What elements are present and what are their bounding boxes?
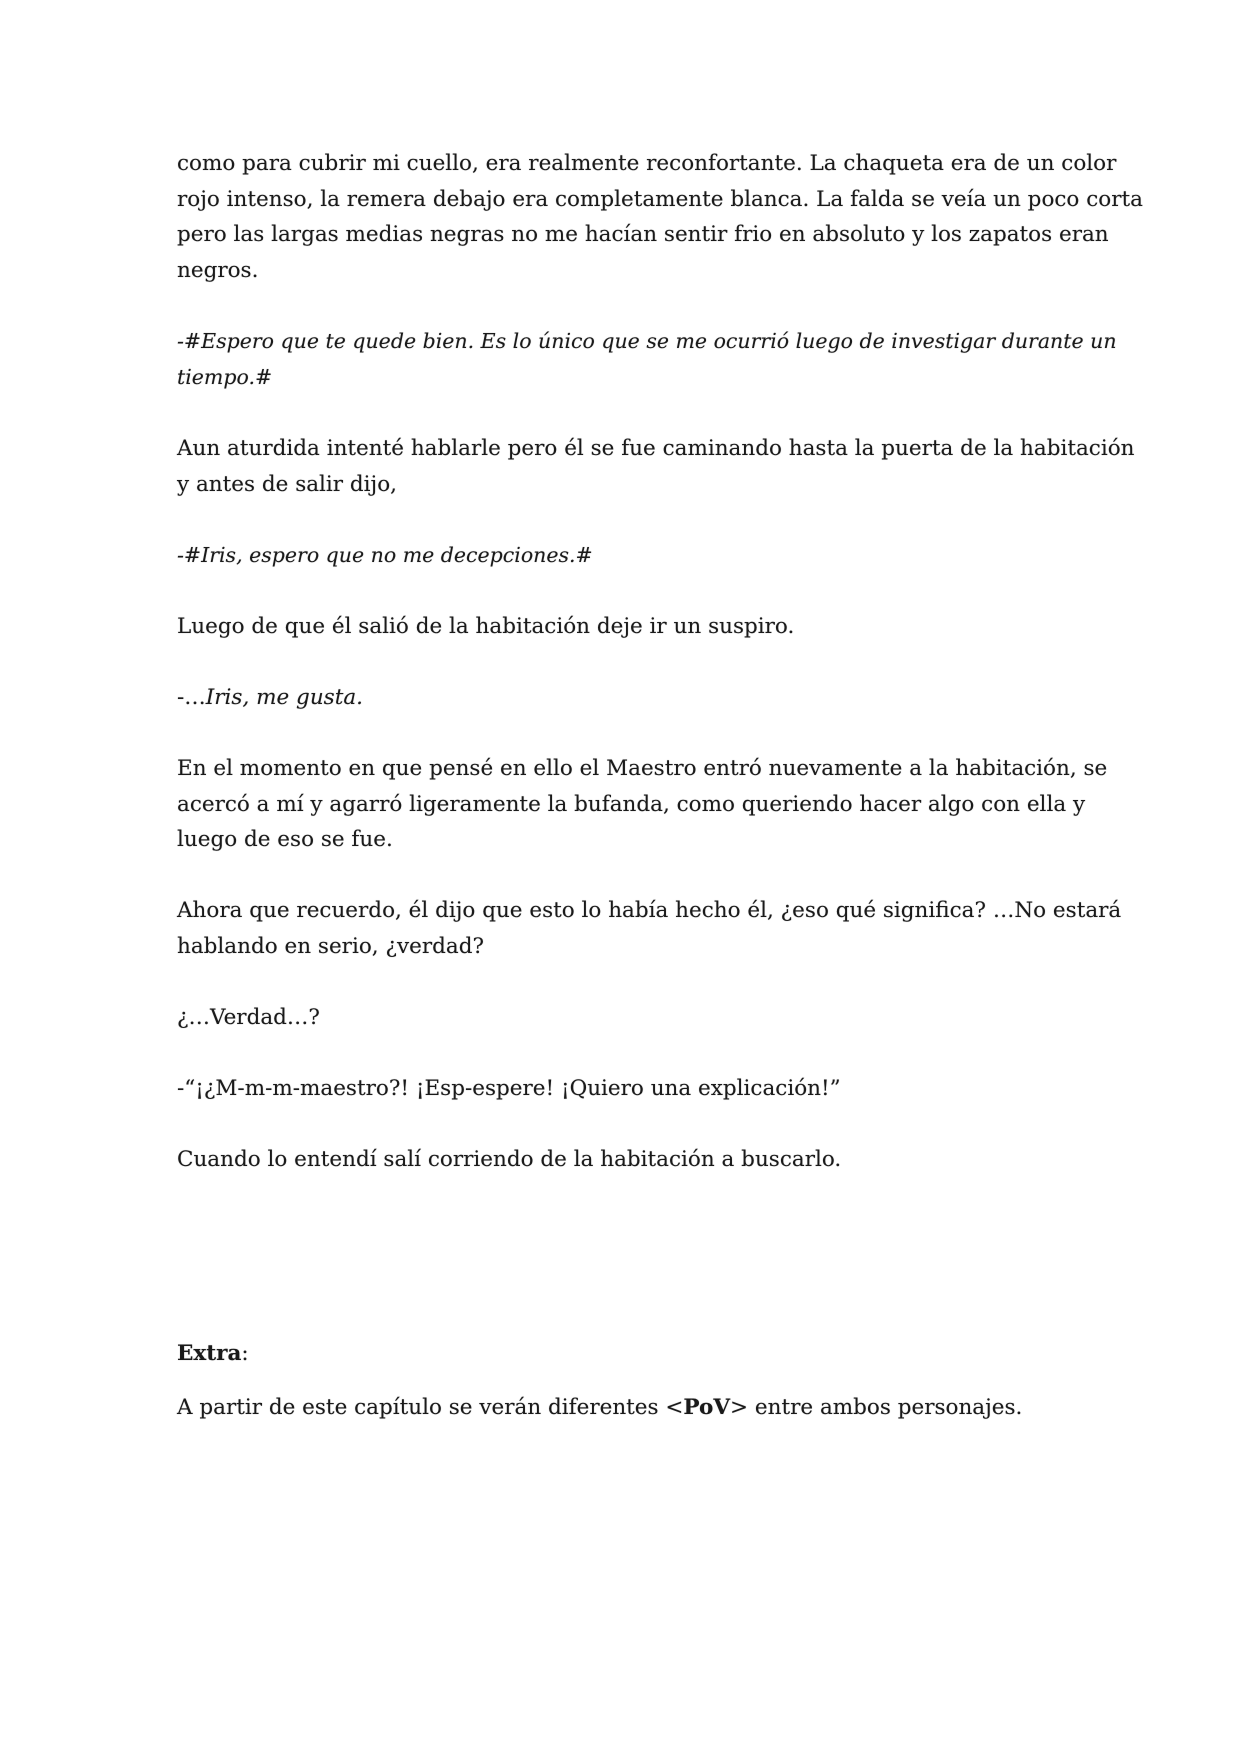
paragraph-4-line: luego de eso se fue. bbox=[177, 827, 393, 852]
paragraph-4-line: acercó a mí y agarró ligeramente la bufanda, como queriendo hacer algo con ella y bbox=[177, 791, 1086, 817]
dialogue-3-line bbox=[177, 680, 1077, 716]
dialogue-2 bbox=[177, 538, 1077, 574]
dialogue-2-line: -#Iris, espero que no me decepciones.# bbox=[177, 543, 593, 567]
paragraph-3-line: Luego de que él salió de la habitación deje ir un suspiro. bbox=[177, 614, 795, 639]
paragraph-4 bbox=[177, 751, 1108, 858]
extra-note-after: > entre ambos personajes. bbox=[730, 1395, 1023, 1420]
paragraph-5-line: Ahora que recuerdo, él dijo que esto lo había hecho él, ¿eso qué significa? …No estará bbox=[177, 898, 1122, 923]
extra-note-pov: PoV bbox=[683, 1395, 731, 1420]
paragraph-1-line: negros. bbox=[177, 257, 259, 283]
dialogue-3-prefix: -… bbox=[177, 685, 206, 710]
dialogue-1 bbox=[177, 324, 1117, 395]
paragraph-1 bbox=[177, 146, 1143, 288]
paragraph-5 bbox=[177, 893, 1122, 964]
paragraph-2-line: y antes de salir dijo, bbox=[177, 471, 397, 497]
dialogue-1-line: -#Espero que te quede bien. Es lo único que se me ocurrió luego de investigar durante un bbox=[177, 329, 1117, 353]
paragraph-7 bbox=[177, 1142, 1077, 1178]
paragraph-2-line: Aun aturdida intenté hablarle pero él se fue caminando hasta la puerta de la habitación bbox=[177, 436, 1135, 461]
dialogue-1-line: tiempo.# bbox=[177, 364, 273, 389]
dialogue-3-text: Iris, me gusta. bbox=[205, 685, 363, 710]
paragraph-6 bbox=[177, 1000, 1077, 1036]
paragraph-5-line: hablando en serio, ¿verdad? bbox=[177, 933, 484, 959]
paragraph-7-line: Cuando lo entendí salí corriendo de la habitación a buscarlo. bbox=[177, 1147, 842, 1172]
extra-note bbox=[177, 1390, 1077, 1426]
paragraph-6-line: ¿…Verdad…? bbox=[177, 1005, 320, 1030]
paragraph-4-line: En el momento en que pensé en ello el Maestro entró nuevamente a la habitación, se bbox=[177, 756, 1108, 781]
dialogue-4 bbox=[177, 1071, 1077, 1107]
paragraph-1-line: rojo intenso, la remera debajo era completamente blanca. La falda se veía un poco corta bbox=[177, 186, 1143, 212]
extra-heading-label: Extra bbox=[177, 1341, 242, 1366]
paragraph-2 bbox=[177, 431, 1135, 502]
extra-note-before: A partir de este capítulo se verán diferentes < bbox=[177, 1395, 684, 1420]
paragraph-1-line: como para cubrir mi cuello, era realmente reconfortante. La chaqueta era de un color bbox=[177, 151, 1117, 176]
paragraph-1-line: pero las largas medias negras no me hacían sentir frio en absoluto y los zapatos eran bbox=[177, 222, 1109, 247]
dialogue-4-line: -“¡¿M-m-m-maestro?! ¡Esp-espere! ¡Quiero una explicación!” bbox=[177, 1076, 841, 1101]
dialogue-3 bbox=[177, 680, 1077, 716]
extra-heading bbox=[177, 1336, 1077, 1372]
paragraph-3 bbox=[177, 609, 1077, 645]
extra-heading-colon: : bbox=[241, 1341, 249, 1366]
